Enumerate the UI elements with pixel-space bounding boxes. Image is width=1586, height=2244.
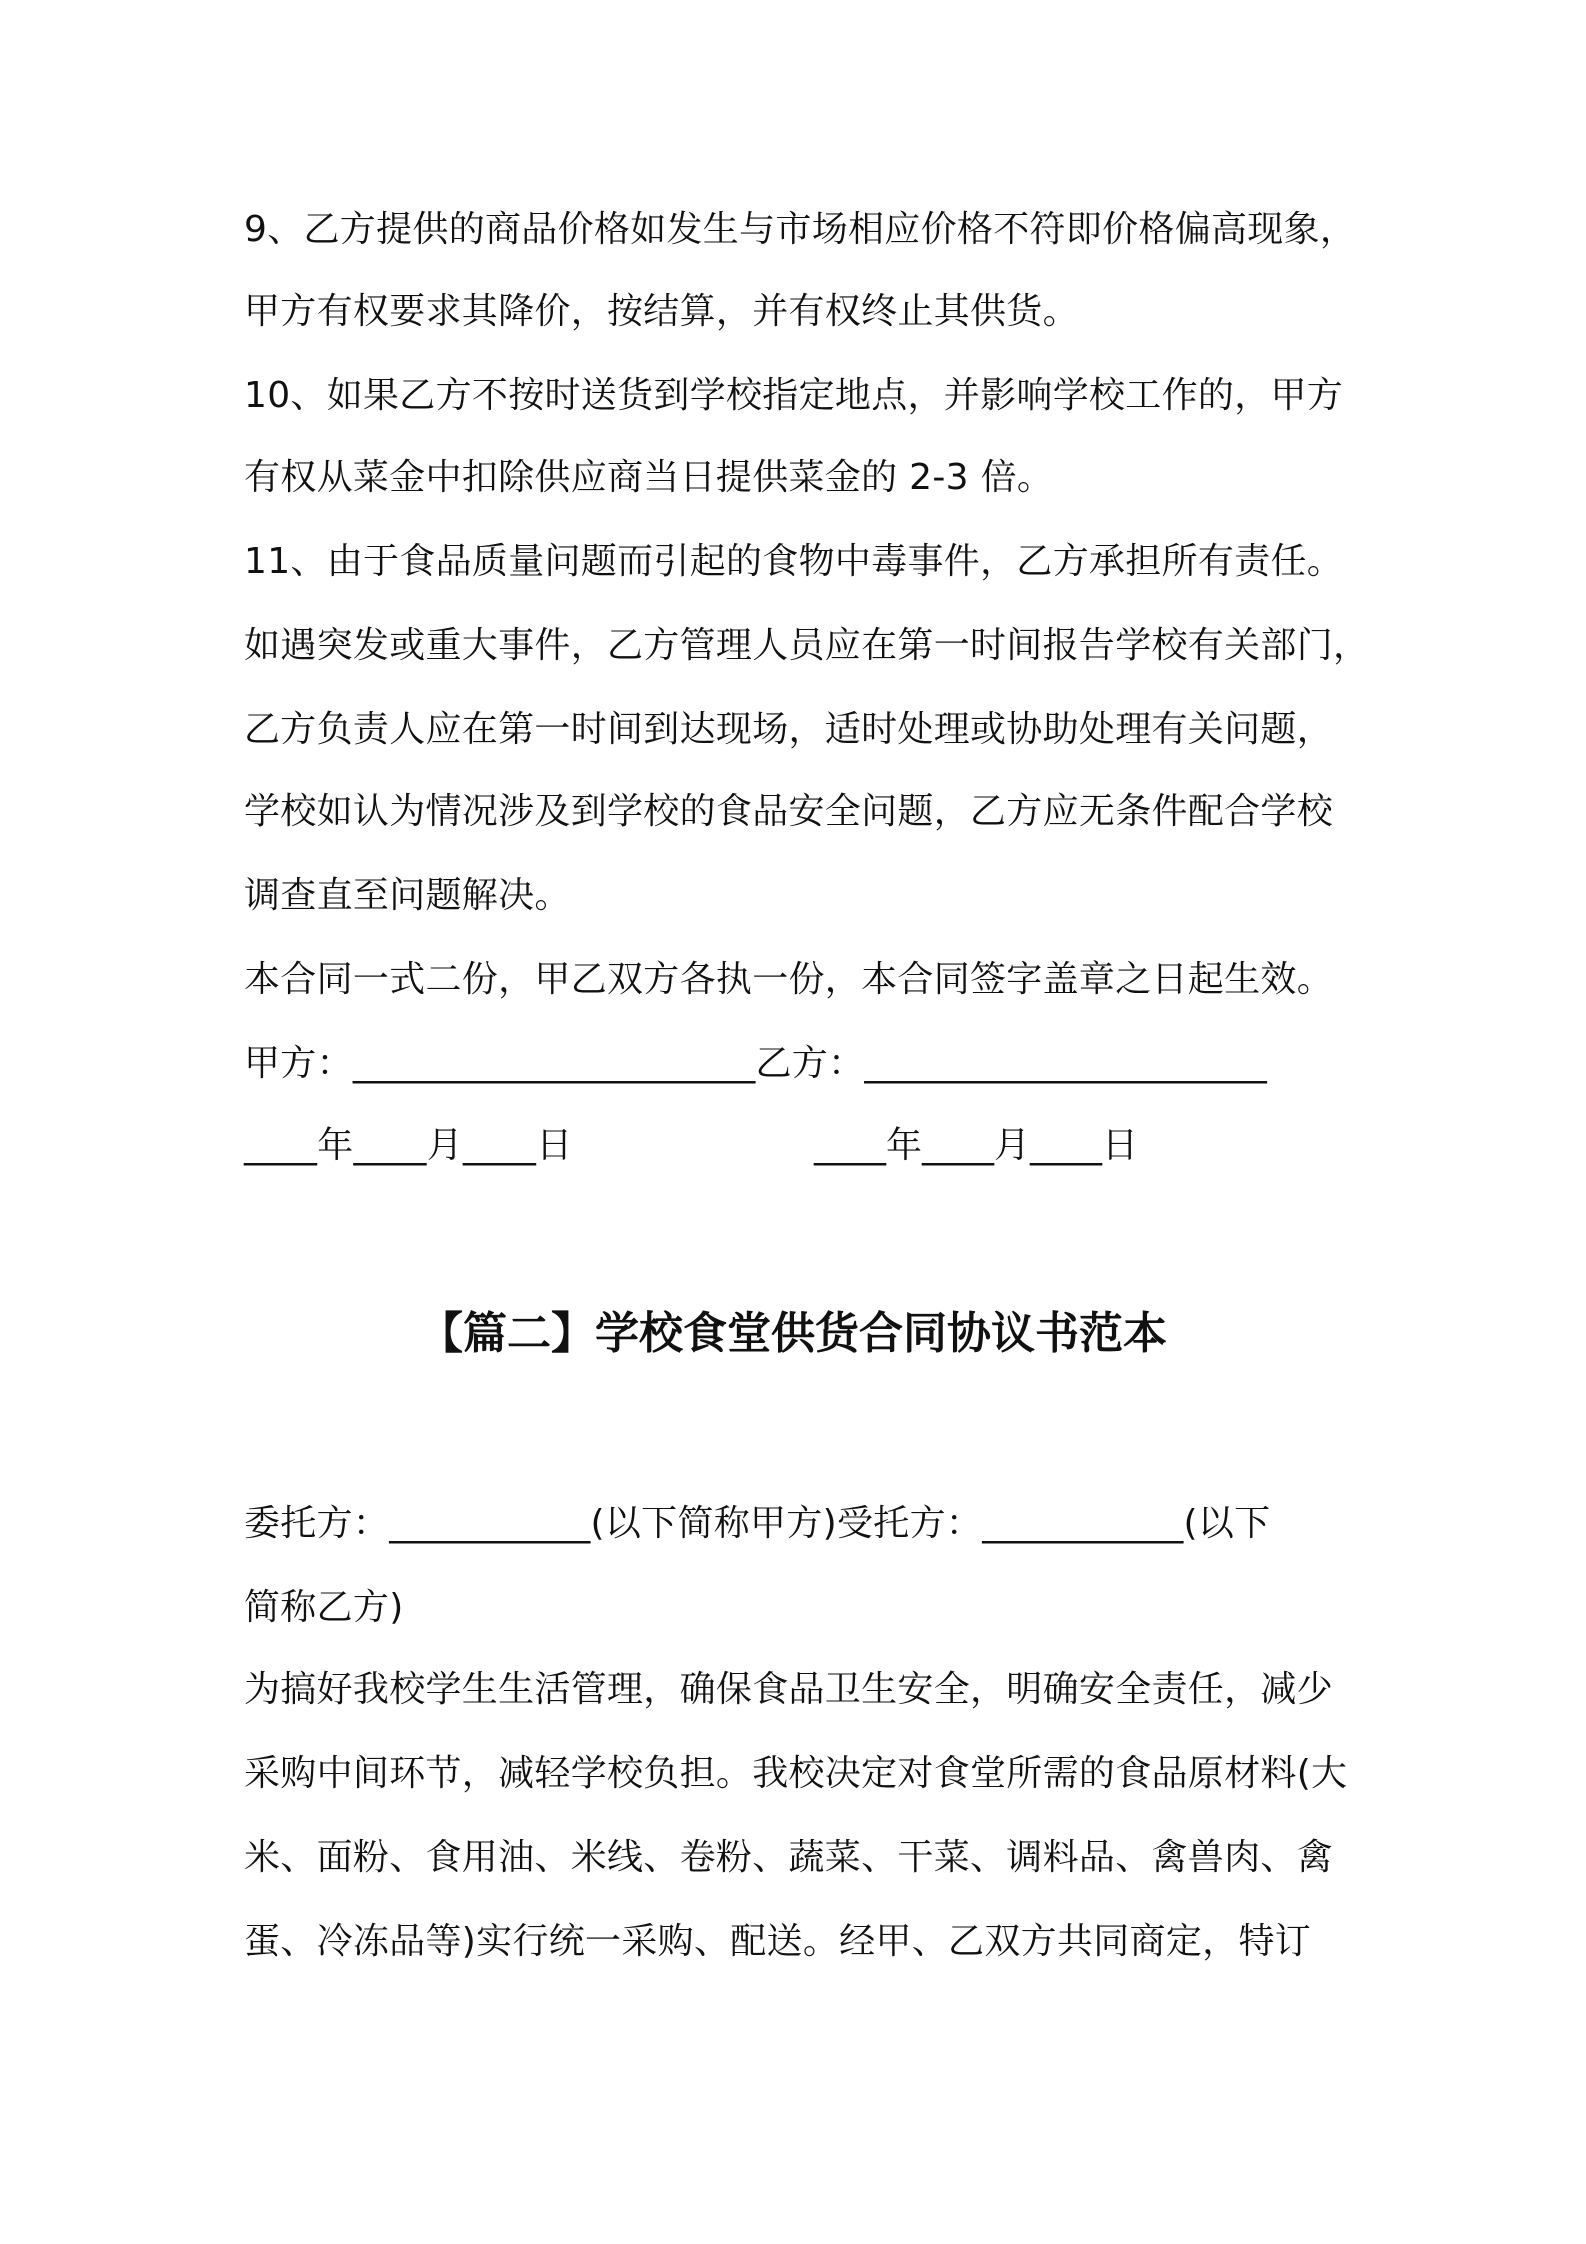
clause-11-line-2: 如遇突发或重大事件，乙方管理人员应在第一时间报告学校有关部门， [244,625,1370,666]
signature-parties-line: 甲方：______________________乙方：______________________ [244,1043,1267,1084]
clause-9-line-2: 甲方有权要求其降价，按结算，并有权终止其供货。 [244,291,1079,332]
preamble-line-4: 蛋、冷冻品等)实行统一采购、配送。经甲、乙双方共同商定，特订 [244,1921,1312,1962]
clause-11-line-4: 学校如认为情况涉及到学校的食品安全问题，乙方应无条件配合学校 [244,791,1334,832]
preamble-line-3: 米、面粉、食用油、米线、卷粉、蔬菜、干菜、调料品、禽兽肉、禽 [244,1837,1334,1878]
clause-11-line-1: 11、由于食品质量问题而引起的食物中毒事件，乙方承担所有责任。 [244,541,1344,582]
preamble-line-2: 采购中间环节，减轻学校负担。我校决定对食堂所需的食品原材料(大 [244,1753,1348,1794]
section-heading: 【篇二】学校食堂供货合同协议书范本 [419,1308,1167,1359]
preamble-line-1: 为搞好我校学生生活管理，确保食品卫生安全，明确安全责任，减少 [244,1669,1334,1710]
parties-line-2: 简称乙方) [244,1587,404,1628]
clause-11-line-5: 调查直至问题解决。 [244,875,571,916]
clause-9-line-1: 9、乙方提供的商品价格如发生与市场相应价格不符即价格偏高现象， [244,209,1357,250]
clause-10-line-1: 10、如果乙方不按时送货到学校指定地点，并影响学校工作的，甲方 [244,375,1344,416]
parties-line-1: 委托方：___________(以下简称甲方)受托方：___________(以下 [244,1503,1271,1544]
signature-date-left: ____年____月____日 [244,1125,573,1166]
signature-date-right: ____年____月____日 [814,1125,1139,1166]
clause-10-line-2: 有权从菜金中扣除供应商当日提供菜金的 2-3 倍。 [244,457,1054,498]
clause-11-line-3: 乙方负责人应在第一时间到达现场，适时处理或协助处理有关问题， [244,709,1334,750]
contract-effect-line: 本合同一式二份，甲乙双方各执一份，本合同签字盖章之日起生效。 [244,959,1334,1000]
